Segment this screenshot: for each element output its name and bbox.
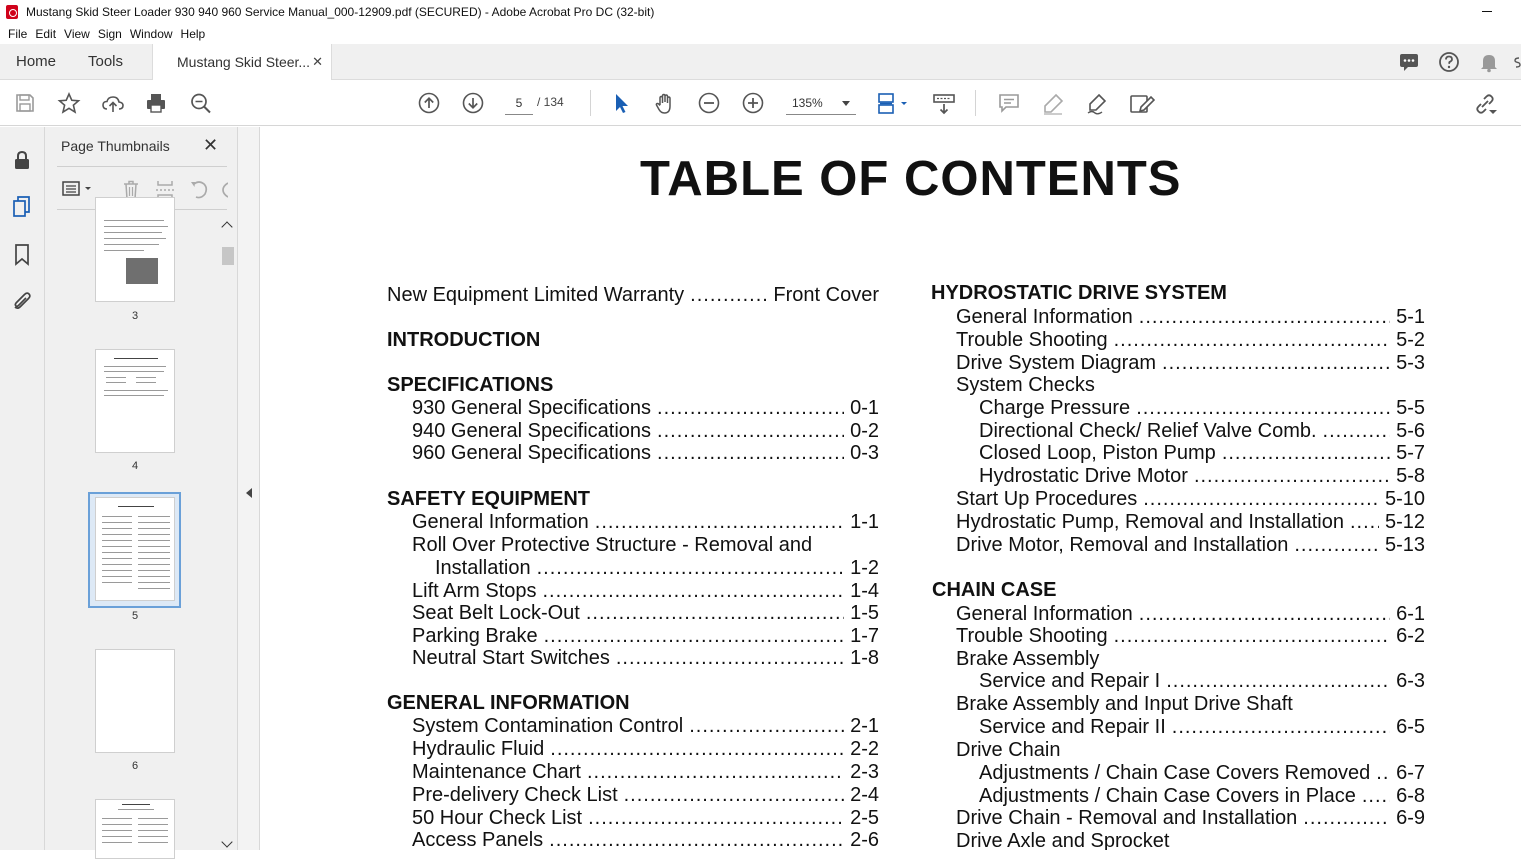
toc-entry-page: 5-10 [1384,488,1425,510]
dot-leader [543,580,845,603]
toc-entry-page: 6-9 [1396,807,1425,829]
page-thumbnail[interactable] [95,799,175,859]
menu-view[interactable]: View [64,27,90,41]
toc-entry-title: Drive Motor, Removal and Installation [956,534,1289,556]
dot-leader [1172,716,1390,739]
toc-entry-page: 2-1 [850,715,879,737]
toc-section-heading: INTRODUCTION [387,329,541,351]
notification-bell-icon[interactable] [1478,51,1500,73]
toc-line: Drive Chain [956,739,1061,761]
toc-entry-title: 940 General Specifications [412,420,652,442]
toc-entry-page: 6-1 [1396,603,1425,625]
toc-entry-page: 6-3 [1396,670,1425,692]
zoom-level-value: 135% [792,96,823,110]
thumbnail-page-label: 3 [131,310,139,322]
toc-entry-title: System Contamination Control [412,715,684,737]
page-thumbnail-selected[interactable] [95,497,175,601]
menu-window[interactable]: Window [129,27,173,41]
page-total: / 134 [537,95,564,109]
toc-entry-title: Hydrostatic Pump, Removal and Installation [956,511,1344,533]
toc-entry-page: 5-2 [1396,329,1425,351]
zoom-out-icon[interactable] [697,92,719,114]
toc-entry [412,807,879,830]
dot-leader [657,397,844,420]
toc-entry-title: General Information [956,306,1133,328]
previous-page-icon[interactable] [417,92,439,114]
toc-entry-title: Adjustments / Chain Case Covers in Place [979,785,1356,807]
toc-entry [979,716,1425,739]
thumbnail-page-label: 5 [131,610,139,622]
help-icon[interactable] [1438,51,1460,73]
page-thumbnail[interactable] [95,349,175,453]
panel-title: Page Thumbnails [61,138,170,154]
toc-entry [956,329,1425,352]
fit-page-icon[interactable] [876,92,912,114]
toc-section-heading: GENERAL INFORMATION [387,692,630,714]
toc-entry-page: 1-8 [850,647,879,669]
toc-entry-title: Closed Loop, Piston Pump [979,442,1216,464]
toc-entry-title: Hydrostatic Drive Motor [979,465,1188,487]
dot-leader [1114,329,1391,352]
dot-leader [595,511,844,534]
save-icon[interactable] [14,92,36,114]
toc-entry-page: 1-1 [850,511,879,533]
tab-tools[interactable]: Tools [88,53,124,70]
panel-collapse-handle[interactable] [238,127,260,850]
scroll-up-icon[interactable] [221,221,232,232]
minimize-button[interactable] [1475,0,1499,24]
toc-entry-page: 5-13 [1384,534,1425,556]
toc-entry-page: 1-5 [850,602,879,624]
toc-entry-page: 2-4 [850,784,879,806]
toc-entry-title: Adjustments / Chain Case Covers Removed [979,762,1371,784]
toc-entry-title: New Equipment Limited Warranty [387,284,685,306]
dot-leader [544,625,844,648]
tab-document[interactable] [152,44,332,81]
zoom-search-icon[interactable] [189,92,211,114]
toc-entry-page: 6-5 [1396,716,1425,738]
toc-entry [412,738,879,761]
toc-entry [979,397,1425,420]
page-number-input[interactable]: 5 [505,91,533,115]
toc-entry-title: Pre-delivery Check List [412,784,618,806]
dot-leader [657,420,844,443]
dot-leader [1166,670,1390,693]
dot-leader [1362,785,1390,808]
toc-entry-title: Start Up Procedures [956,488,1138,510]
toc-entry [412,829,879,850]
toc-entry-title: Seat Belt Lock-Out [412,602,580,624]
toc-entry [979,785,1425,808]
thumbnail-page-label: 6 [131,760,139,772]
bookmarks-icon[interactable] [11,243,33,265]
dot-leader [1376,762,1390,785]
toc-entry-page: 0-2 [850,420,879,442]
zoom-in-icon[interactable] [741,92,763,114]
scrollbar-thumb[interactable] [222,247,234,265]
dot-leader [1222,442,1390,465]
dot-leader [690,284,767,307]
draw-sign-icon[interactable] [1085,92,1107,114]
chevron-left-icon [246,488,252,498]
dot-leader [587,761,844,784]
toolbar-divider [975,90,976,116]
toc-entry [412,602,879,625]
toc-entry-page: 6-2 [1396,625,1425,647]
toc-entry-title: Lift Arm Stops [412,580,537,602]
left-navigation-rail [0,127,45,850]
toc-section-heading: CHAIN CASE [932,579,1057,601]
toc-entry [979,670,1425,693]
dot-leader [537,557,844,580]
share-link-icon[interactable] [1473,92,1495,114]
toc-entry-title: 960 General Specifications [412,442,652,464]
toc-entry-title: Trouble Shooting [956,329,1108,351]
toc-entry-page: 1-4 [850,580,879,602]
menu-edit[interactable]: Edit [35,27,57,41]
toolbar-divider [590,90,591,116]
page-thumbnail[interactable] [95,649,175,753]
toc-entry-page: 5-7 [1396,442,1425,464]
tab-document-label: Mustang Skid Steer... [177,54,311,70]
toc-entry-title: Neutral Start Switches [412,647,610,669]
toc-entry-title: Installation [435,557,531,579]
rotate-right-icon[interactable] [220,179,228,199]
page-title: TABLE OF CONTENTS [640,152,1182,206]
toc-entry [956,352,1425,375]
toc-entry [956,534,1425,557]
delete-trash-icon[interactable] [121,179,141,199]
menu-bar [0,24,1521,44]
menu-file[interactable]: File [8,27,28,41]
toc-entry-title: General Information [412,511,589,533]
dot-leader [549,829,844,850]
toc-entry-page: 6-7 [1396,762,1425,784]
toc-entry-title: Parking Brake [412,625,538,647]
toc-entry [956,488,1425,511]
toc-section-heading: SPECIFICATIONS [387,374,554,396]
toc-entry-title: General Information [956,603,1133,625]
dot-leader [586,602,844,625]
toc-entry-page: 6-8 [1396,785,1425,807]
toc-entry [387,284,879,307]
toc-entry [412,511,879,534]
dot-leader [550,738,844,761]
dot-leader [657,442,844,465]
extract-pages-icon[interactable] [155,179,175,199]
toc-entry [412,784,879,807]
toc-entry [979,465,1425,488]
toc-entry-page: 2-3 [850,761,879,783]
toc-entry [956,807,1425,830]
toc-entry-page: 5-12 [1384,511,1425,533]
thumbnail-page-label: 4 [131,460,139,472]
zoom-level-select[interactable] [786,91,856,115]
toc-line: Brake Assembly and Input Drive Shaft [956,693,1293,715]
toc-entry-page: 0-1 [850,397,879,419]
toc-entry-page: 5-6 [1396,420,1425,442]
toc-entry [412,420,879,443]
tab-home[interactable]: Home [16,53,57,70]
dot-leader [1350,511,1379,534]
toc-entry [412,625,879,648]
title-bar [0,0,1521,24]
toc-line: System Checks [956,374,1095,396]
toc-entry-page: 2-5 [850,807,879,829]
toc-section-heading: SAFETY EQUIPMENT [387,488,590,510]
toc-entry [412,397,879,420]
select-cursor-icon[interactable] [610,92,632,114]
toc-line: Roll Over Protective Structure - Removal and [412,534,813,556]
toc-entry-page: 1-2 [850,557,879,579]
dot-leader [1162,352,1390,375]
toc-entry [956,603,1425,626]
highlight-pen-icon[interactable] [1041,92,1063,114]
toc-entry [435,557,879,580]
chevron-down-icon [842,101,850,106]
tab-bar [0,44,1521,80]
divider [57,166,227,167]
toc-entry-title: Maintenance Chart [412,761,581,783]
page-thumbnails-icon[interactable] [11,195,33,217]
header-icons [1389,44,1521,80]
dot-leader [1294,534,1379,557]
comment-bubble-icon[interactable] [1398,51,1420,73]
thumbnail-image [126,258,158,284]
rotate-left-icon[interactable] [188,179,208,199]
toc-entry-title: 930 General Specifications [412,397,652,419]
scroll-mode-icon[interactable] [932,92,954,114]
toc-entry [956,625,1425,648]
toc-line: Drive Axle and Sprocket [956,830,1170,850]
dot-leader [1139,306,1390,329]
toc-entry [979,420,1425,443]
toc-entry [412,761,879,784]
toc-entry-title: Directional Check/ Relief Valve Comb. [979,420,1317,442]
toc-entry [412,580,879,603]
thumbnail-scrollbar[interactable] [220,219,234,850]
toc-entry [956,511,1425,534]
menu-sign[interactable]: Sign [97,27,122,41]
toc-entry-title: Access Panels [412,829,544,850]
toc-entry-title: Trouble Shooting [956,625,1108,647]
page-thumbnails-panel [45,127,238,850]
dot-leader [616,647,844,670]
toc-entry-page: 5-3 [1396,352,1425,374]
hand-tool-icon[interactable] [653,92,675,114]
sign-in-icon[interactable] [1513,51,1521,73]
upload-cloud-icon[interactable] [101,92,123,114]
document-view[interactable] [260,127,1521,850]
dot-leader [1114,625,1391,648]
toc-entry-page: Front Cover [773,284,879,306]
dot-leader [1139,603,1390,626]
toc-entry-title: Drive Chain - Removal and Installation [956,807,1298,829]
scroll-down-icon[interactable] [221,836,232,847]
toc-entry [956,306,1425,329]
toc-line: Brake Assembly [956,648,1100,670]
toc-entry [979,442,1425,465]
window-title: Mustang Skid Steer Loader 930 940 960 Service Manual_000-12909.pdf (SECURED) - Adobe Acrobat Pro DC (32-bit) [26,5,655,19]
page-thumbnail[interactable] [95,197,175,302]
toc-entry-title: Drive System Diagram [956,352,1157,374]
toc-entry-page: 5-1 [1396,306,1425,328]
toc-entry-page: 1-7 [850,625,879,647]
toc-entry-title: 50 Hour Check List [412,807,583,829]
add-comment-icon[interactable] [997,92,1019,114]
toc-section-heading: HYDROSTATIC DRIVE SYSTEM [931,282,1227,304]
dot-leader [1143,488,1379,511]
menu-help[interactable]: Help [180,27,206,41]
dot-leader [689,715,844,738]
dot-leader [624,784,844,807]
toc-entry-page: 5-8 [1396,465,1425,487]
toc-entry [979,762,1425,785]
toc-entry-page: 5-5 [1396,397,1425,419]
lock-icon[interactable] [11,149,33,171]
toc-entry [412,715,879,738]
toc-entry-page: 2-2 [850,738,879,760]
dot-leader [1194,465,1390,488]
dot-leader [1323,420,1391,443]
toc-entry [412,647,879,670]
attachments-paperclip-icon[interactable] [11,289,33,311]
dot-leader [1136,397,1390,420]
edit-form-icon[interactable] [1129,92,1151,114]
bookmark-star-icon[interactable] [57,92,79,114]
dot-leader [1303,807,1390,830]
toc-entry-page: 2-6 [850,829,879,850]
toc-entry [412,442,879,465]
toc-entry-title: Service and Repair II [979,716,1166,738]
dot-leader [588,807,844,830]
print-icon[interactable] [145,92,167,114]
toc-entry-title: Service and Repair I [979,670,1161,692]
toc-entry-page: 0-3 [850,442,879,464]
close-icon[interactable]: ✕ [203,135,219,155]
tab-close-icon[interactable]: ✕ [312,54,323,69]
acrobat-icon [6,5,18,19]
options-menu-icon[interactable] [61,179,95,199]
next-page-icon[interactable] [461,92,483,114]
toc-entry-title: Hydraulic Fluid [412,738,545,760]
toc-entry-title: Charge Pressure [979,397,1131,419]
